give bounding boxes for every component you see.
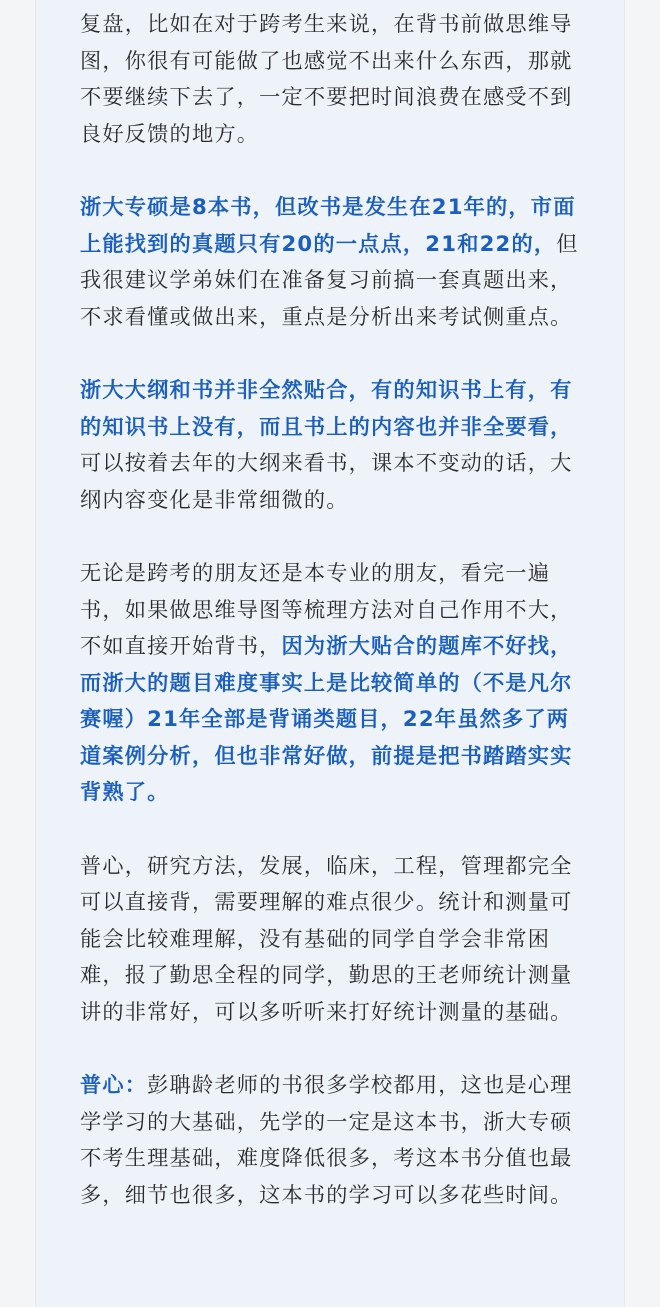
article-page: [36, 0, 624, 1307]
text-segment: 无论是跨考的朋友还是本专业的朋友，看完一遍书，如果做思维导图等梳理方法对自己作用不大，不如直接开始背书，: [80, 559, 573, 659]
text-segment: 但我很建议学弟妹们在准备复习前搞一套真题出来，不求看懂或做出来，重点是分析出来考试侧重点。: [80, 230, 579, 329]
highlighted-text: 普心：: [80, 1072, 148, 1098]
paragraph-5: [80, 848, 590, 1031]
article-body: [80, 6, 590, 1250]
highlighted-text: 浙大大纲和书并非全然贴合，有的知识书上有，有的知识书上没有，而且书上的内容也并非全要看，: [80, 376, 573, 439]
bottom-fade: [36, 1281, 624, 1307]
paragraph-2: [80, 189, 590, 335]
highlighted-text: 因为浙大贴合的题库不好找，而浙大的题目难度事实上是比较简单的（不是凡尔赛喔）21年全部是背诵类题目，22年虽然多了两道案例分析，但也非常好做，前提是把书踏踏实实背熟了。: [80, 633, 573, 805]
text-segment: 彭聃龄老师的书很多学校都用，这也是心理学学习的大基础，先学的一定是这本书，浙大专硕不考生理基础，难度降低很多，考这本书分值也最多，细节也很多，这本书的学习可以多花些时间。: [80, 1072, 573, 1207]
text-segment: 复盘，比如在对于跨考生来说，在背书前做思维导图，你很有可能做了也感觉不出来什么东西，那就不要继续下去了，一定不要把时间浪费在感受不到良好反馈的地方。: [80, 11, 573, 146]
paragraph-6: [80, 1067, 590, 1213]
text-segment: 可以按着去年的大纲来看书，课本不变动的话，大纲内容变化是非常细微的。: [80, 450, 573, 512]
paragraph-3: [80, 372, 590, 518]
highlighted-text: 浙大专硕是8本书，但改书是发生在21年的，市面上能找到的真题只有20的一点点，21和22的，: [80, 193, 576, 256]
text-segment: 普心，研究方法，发展，临床，工程，管理都完全可以直接背，需要理解的难点很少。统计和测量可能会比较难理解，没有基础的同学自学会非常困难，报了勤思全程的同学，勤思的王老师统计测量讲的非常好，可以多听听来打好统计测量的基础。: [80, 852, 573, 1025]
paragraph-4: [80, 555, 590, 811]
paragraph-1: [80, 6, 590, 152]
